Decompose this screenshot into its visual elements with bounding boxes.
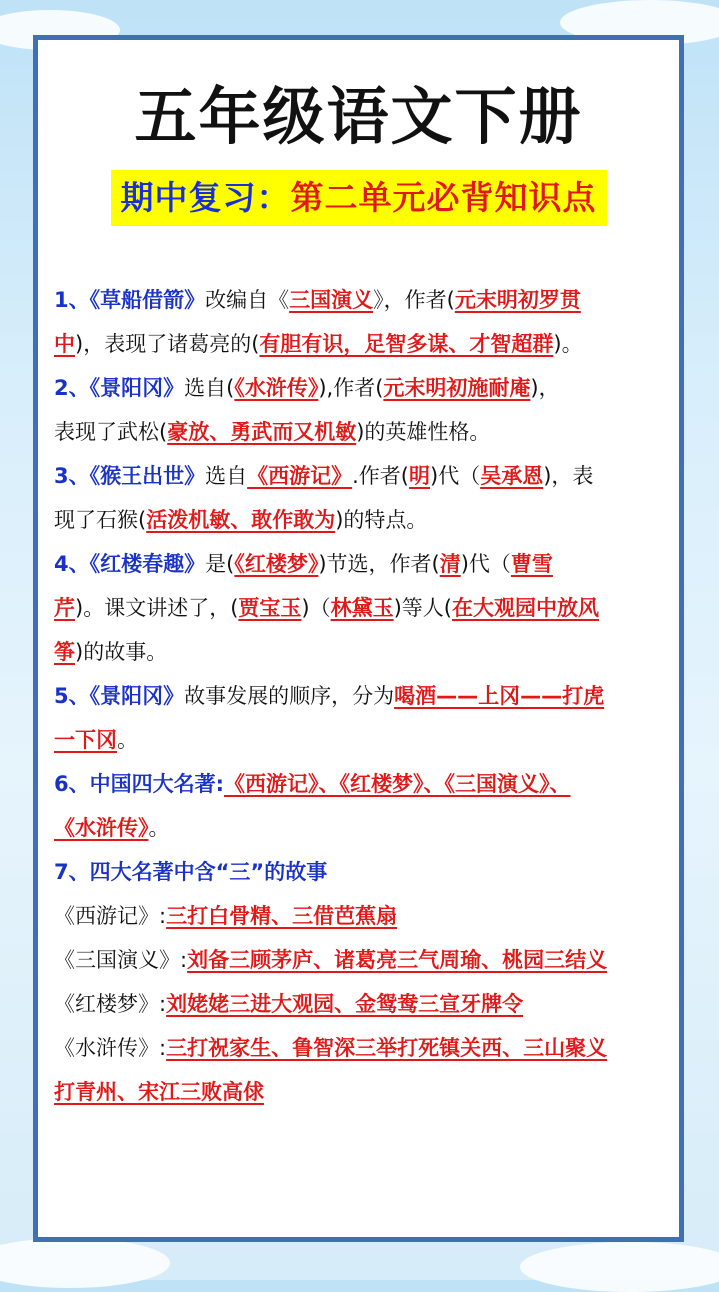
body-text: 故事发展的顺序，分为 — [184, 684, 395, 708]
answer-text: 元末明初施耐庵 — [383, 376, 531, 400]
answer-text: 明 — [409, 464, 430, 488]
text-line — [54, 982, 666, 1026]
text-line — [54, 630, 666, 674]
answer-text: 活泼机敏、敢作敢为 — [146, 508, 336, 532]
answer-text: 打青州、宋江三败高俅 — [54, 1080, 264, 1104]
body-text: )，表现了诸葛亮的( — [75, 332, 260, 356]
text-line — [54, 586, 666, 630]
answer-text: 贾宝玉 — [238, 596, 302, 620]
body-text: 《三国演义》: — [54, 948, 188, 972]
subtitle-prefix: 期中复习： — [120, 178, 291, 217]
text-line — [54, 850, 666, 894]
body-text: 改编自《 — [205, 288, 290, 312]
text-line — [54, 322, 666, 366]
body-text: 》，作者( — [373, 288, 455, 312]
answer-text: 筝 — [54, 640, 75, 664]
text-line — [54, 542, 666, 586]
answer-text: 一下冈 — [54, 728, 117, 752]
answer-text: 《西游记》 — [247, 464, 353, 488]
answer-text: 三打祝家生、鲁智深三举打死镇关西、三山聚义 — [166, 1036, 608, 1060]
text-line — [54, 454, 666, 498]
item-heading: 3、《猴王出世》 — [54, 464, 206, 488]
body-text: )的英雄性格。 — [356, 420, 491, 444]
background-cloud — [0, 1238, 170, 1288]
item-heading: 1、《草船借箭》 — [54, 288, 206, 312]
answer-text: 有胆有识，足智多谋、才智超群 — [259, 332, 554, 356]
body-text: 。 — [117, 728, 138, 752]
answer-text: 刘备三顾茅庐、诸葛亮三气周瑜、桃园三结义 — [187, 948, 608, 972]
page-title: 五年级语文下册 — [134, 80, 583, 153]
background-cloud — [520, 1242, 719, 1292]
answer-text: 林黛玉 — [330, 596, 394, 620]
item-heading: 6、中国四大名著: — [54, 772, 225, 796]
subtitle-highlight — [111, 170, 607, 226]
body-text: )，表 — [543, 464, 594, 488]
answer-text: 吴承恩 — [480, 464, 544, 488]
answer-text: 元末明初罗贯 — [454, 288, 581, 312]
body-text: 《水浒传》: — [54, 1036, 167, 1060]
body-text: 选自( — [184, 376, 235, 400]
answer-text: 刘姥姥三进大观园、金鸳鸯三宣牙牌令 — [166, 992, 524, 1016]
answer-text: 清 — [439, 552, 461, 576]
text-line — [54, 410, 666, 454]
answer-text: 豪放、勇武而又机敏 — [167, 420, 357, 444]
text-line — [54, 674, 666, 718]
item-heading: 4、《红楼春趣》 — [54, 552, 206, 576]
answer-text: 喝酒——上冈——打虎 — [394, 684, 605, 708]
body-text: )（ — [301, 596, 331, 620]
subtitle-banner — [38, 170, 679, 226]
content-card — [33, 35, 684, 1242]
text-line — [54, 1026, 666, 1070]
body-text: 表现了武松( — [54, 420, 168, 444]
body-text: 是( — [205, 552, 235, 576]
body-text: )， — [530, 376, 560, 400]
body-text: )。课文讲述了，( — [75, 596, 239, 620]
answer-text: 中 — [54, 332, 75, 356]
text-line — [54, 498, 666, 542]
item-heading: 2、《景阳冈》 — [54, 376, 185, 400]
body-text: )的故事。 — [75, 640, 168, 664]
answer-text: 《水浒传》 — [234, 376, 319, 400]
answer-text: 《西游记》、《红楼梦》、《三国演义》、 — [224, 772, 571, 796]
body-text: 。 — [148, 816, 170, 840]
body-text: )的特点。 — [335, 508, 428, 532]
body-text: )等人( — [393, 596, 452, 620]
text-line — [54, 278, 666, 322]
body-text: )代（ — [430, 464, 481, 488]
knowledge-points — [54, 278, 666, 1114]
item-heading: 7、四大名著中含“三”的故事 — [54, 860, 328, 884]
body-text: 现了石猴( — [54, 508, 147, 532]
text-line — [54, 806, 666, 850]
body-text: )。 — [553, 332, 583, 356]
answer-text: 芹 — [54, 596, 75, 620]
text-line — [54, 762, 666, 806]
body-text: .作者( — [352, 464, 409, 488]
text-line — [54, 366, 666, 410]
body-text: ),作者( — [318, 376, 384, 400]
text-line — [54, 894, 666, 938]
body-text: )代（ — [460, 552, 511, 576]
body-text: 选自 — [205, 464, 248, 488]
answer-text: 《水浒传》 — [54, 816, 149, 840]
text-line — [54, 718, 666, 762]
answer-text: 三国演义 — [289, 288, 374, 312]
answer-text: 在大观园中放风 — [451, 596, 599, 620]
body-text: 《红楼梦》: — [54, 992, 167, 1016]
answer-text: 曹雪 — [510, 552, 553, 576]
text-line — [54, 938, 666, 982]
subtitle-main: 第二单元必背知识点 — [290, 178, 597, 217]
body-text: )节选，作者( — [318, 552, 440, 576]
answer-text: 三打白骨精、三借芭蕉扇 — [166, 904, 398, 928]
text-line — [54, 1070, 666, 1114]
body-text: 《西游记》: — [54, 904, 167, 928]
item-heading: 5、《景阳冈》 — [54, 684, 185, 708]
answer-text: 《红楼梦》 — [234, 552, 319, 576]
